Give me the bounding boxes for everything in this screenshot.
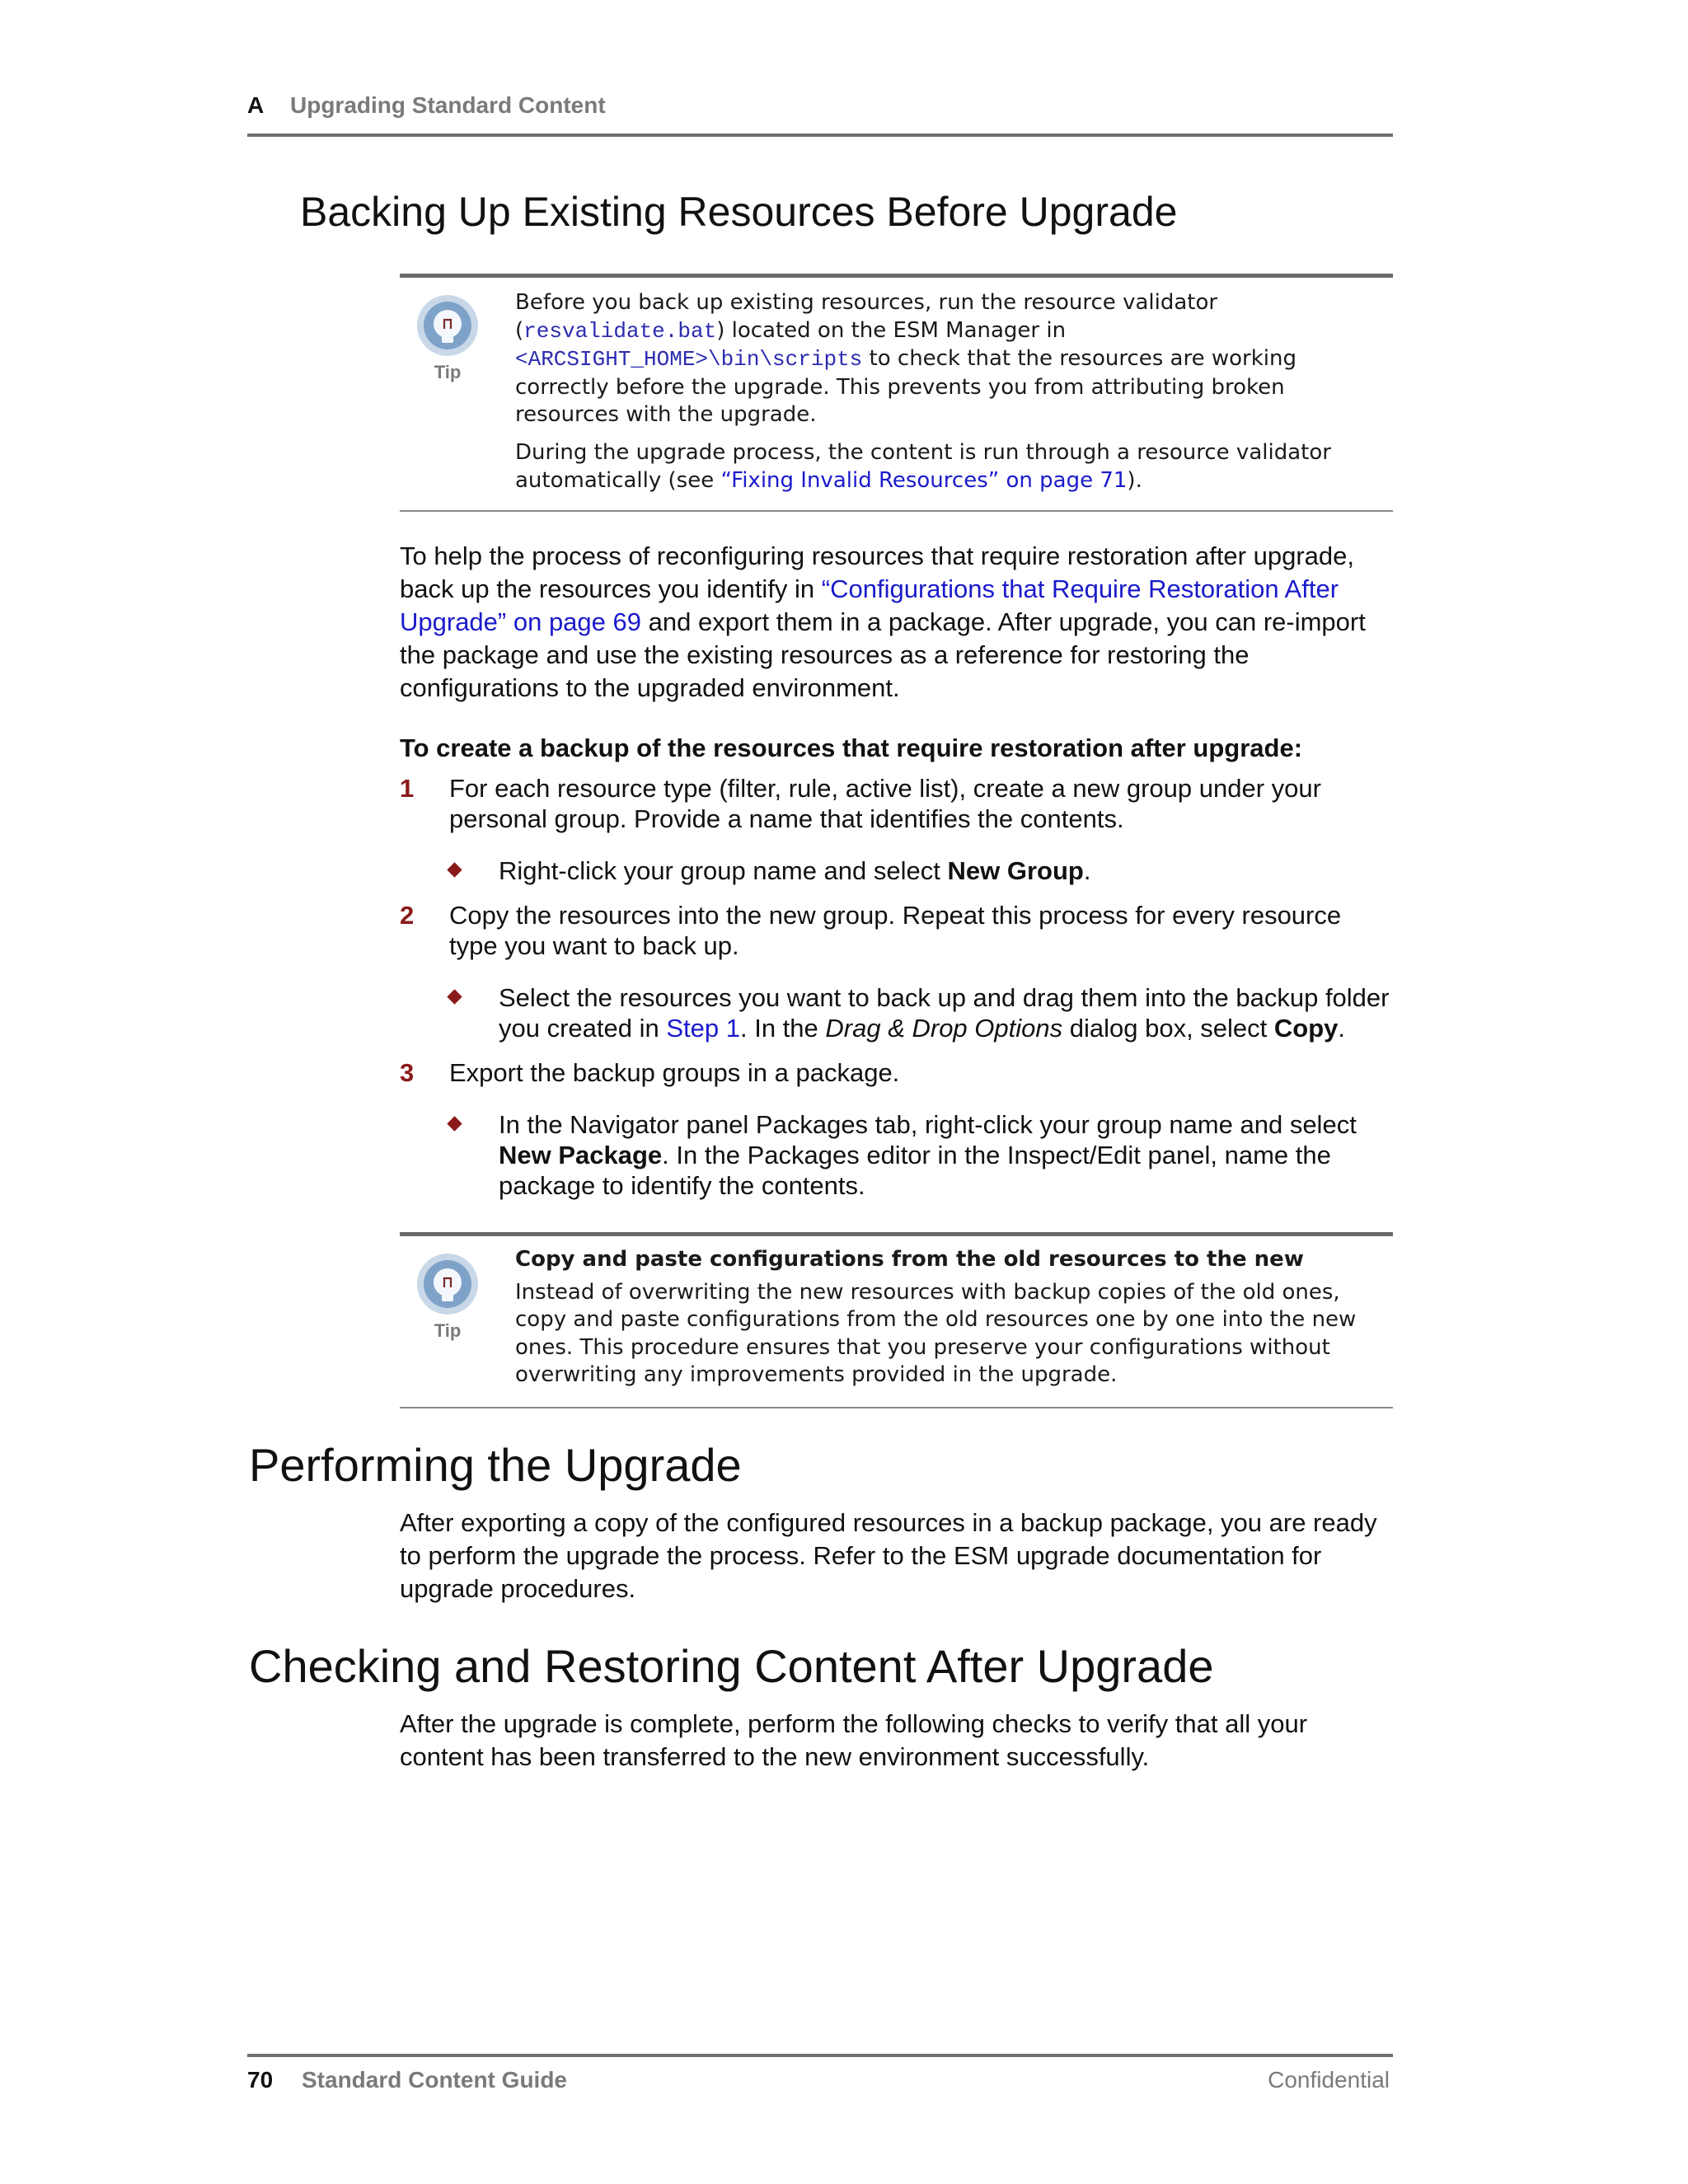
diamond-bullet-icon [447,862,462,877]
text-run: dialog box, select [1062,1014,1274,1043]
step-1-bullet [449,855,1393,888]
text-run: and export them in a package. After upgrade, you can re-import the package and use the existing resources as a reference for restoring the configurations to the upgraded environment. [400,607,1366,702]
text-run: . In the Packages editor in the Inspect/Edit panel, name the package to identify the contents. [499,1141,1331,1200]
text-run: Before you back up existing resources, run the resource validator ( [515,290,1218,343]
link-step-1[interactable]: Step 1 [666,1014,740,1043]
text-run: . [1338,1014,1346,1043]
procedure-heading: To create a backup of the resources that require restoration after upgrade: [400,733,1303,762]
step-text: Copy the resources into the new group. Repeat this process for every resource type you want to back up. [449,901,1342,960]
checking-restoring-paragraph [400,1708,1393,1774]
paragraph-text: After the upgrade is complete, perform the following checks to verify that all your content has been transferred to the new environment successfully. [400,1709,1308,1771]
link-fixing-invalid-resources[interactable]: “Fixing Invalid Resources” on page 71 [720,467,1128,493]
step-text: For each resource type (filter, rule, active list), create a new group under your personal group. Provide a name that identifies the contents. [449,774,1321,833]
section-title-performing-upgrade: Performing the Upgrade [249,1439,742,1491]
bullet-text [499,1109,1393,1201]
section-title-backup: Backing Up Existing Resources Before Upgrade [300,189,1178,235]
code-resvalidate: resvalidate.bat [523,318,717,344]
text-run: Right-click your group name and select [499,856,948,885]
diamond-bullet-icon [447,1116,462,1131]
step-1 [400,773,1393,839]
step-text: Export the backup groups in a package. [449,1058,900,1087]
paragraph-text: After exporting a copy of the configured resources in a backup package, you are ready to perform the upgrade the process. Refer to the ESM upgrade documentation for upgrade procedures. [400,1508,1377,1603]
link-configurations-restoration[interactable]: “Configurations that Require Restoration After Upgrade” on page 69 [400,574,1339,636]
ui-term-drag-drop-options: Drag & Drop Options [825,1014,1063,1043]
text-run: To help the process of reconfiguring resources that require restoration after upgrade, back up the resources you identify in [400,541,1354,603]
tip-box-copy-paste [400,1232,1393,1408]
ui-term-new-package: New Package [499,1141,663,1169]
tip-body: Instead of overwriting the new resources with backup copies of the old ones, copy and paste configurations from the old resources one by one into the new ones. This procedure ensures that you preserve your configurations without overwriting any improvements provided in the upgrade. [515,1279,1357,1388]
tip-paragraph-1 [515,289,1385,429]
chapter-title: Upgrading Standard Content [290,92,606,118]
section-title-checking-restoring: Checking and Restoring Content After Upgrade [249,1640,1214,1692]
tip-heading: Copy and paste configurations from the old resources to the new [515,1247,1304,1272]
tip-icon-label: Tip [434,1320,462,1341]
text-run: ) located on the ESM Manager in [716,317,1067,343]
classification-label: Confidential [1268,2067,1390,2093]
text-run: . In the [739,1014,826,1043]
step-3 [400,1057,1393,1090]
text-run: to check that the resources are working correctly before the upgrade. This prevents you from attributing broken resources with the upgrade. [515,346,1296,428]
diamond-bullet-icon [447,989,462,1004]
running-header [247,92,1393,137]
step-2 [400,900,1393,966]
bullet-text [499,982,1393,1043]
text-run: . [1083,856,1091,885]
ui-term-copy: Copy [1273,1014,1339,1043]
tip-text [515,289,1385,494]
appendix-letter: A [247,92,265,118]
tip-box-validator [400,274,1393,512]
code-scripts-path: <ARCSIGHT_HOME>\bin\scripts [515,347,863,373]
performing-upgrade-paragraph [400,1507,1393,1605]
tip-text [515,1246,1385,1390]
step-3-bullet [449,1109,1393,1208]
step-number: 2 [400,901,415,930]
lightbulb-tip-icon [415,293,481,383]
guide-title: Standard Content Guide [302,2067,567,2093]
text-run: ). [1127,467,1142,493]
tip-paragraph-2 [515,439,1385,494]
page-number: 70 [247,2067,274,2093]
tip-icon-label: Tip [434,362,462,382]
step-number: 1 [400,774,415,803]
text-run: Select the resources you want to back up and drag them into the backup folder you created in [499,983,1390,1043]
text-run: In the Navigator panel Packages tab, right-click your group name and select [499,1110,1357,1139]
running-footer [247,2054,1393,2107]
ui-term-new-group: New Group [947,856,1084,885]
lightbulb-tip-icon [415,1251,481,1342]
intro-paragraph [400,540,1393,705]
text-run: During the upgrade process, the content is run through a resource validator automatically (see [515,439,1331,493]
bullet-text [499,855,1393,886]
step-2-bullet [449,982,1393,1048]
step-number: 3 [400,1058,415,1087]
